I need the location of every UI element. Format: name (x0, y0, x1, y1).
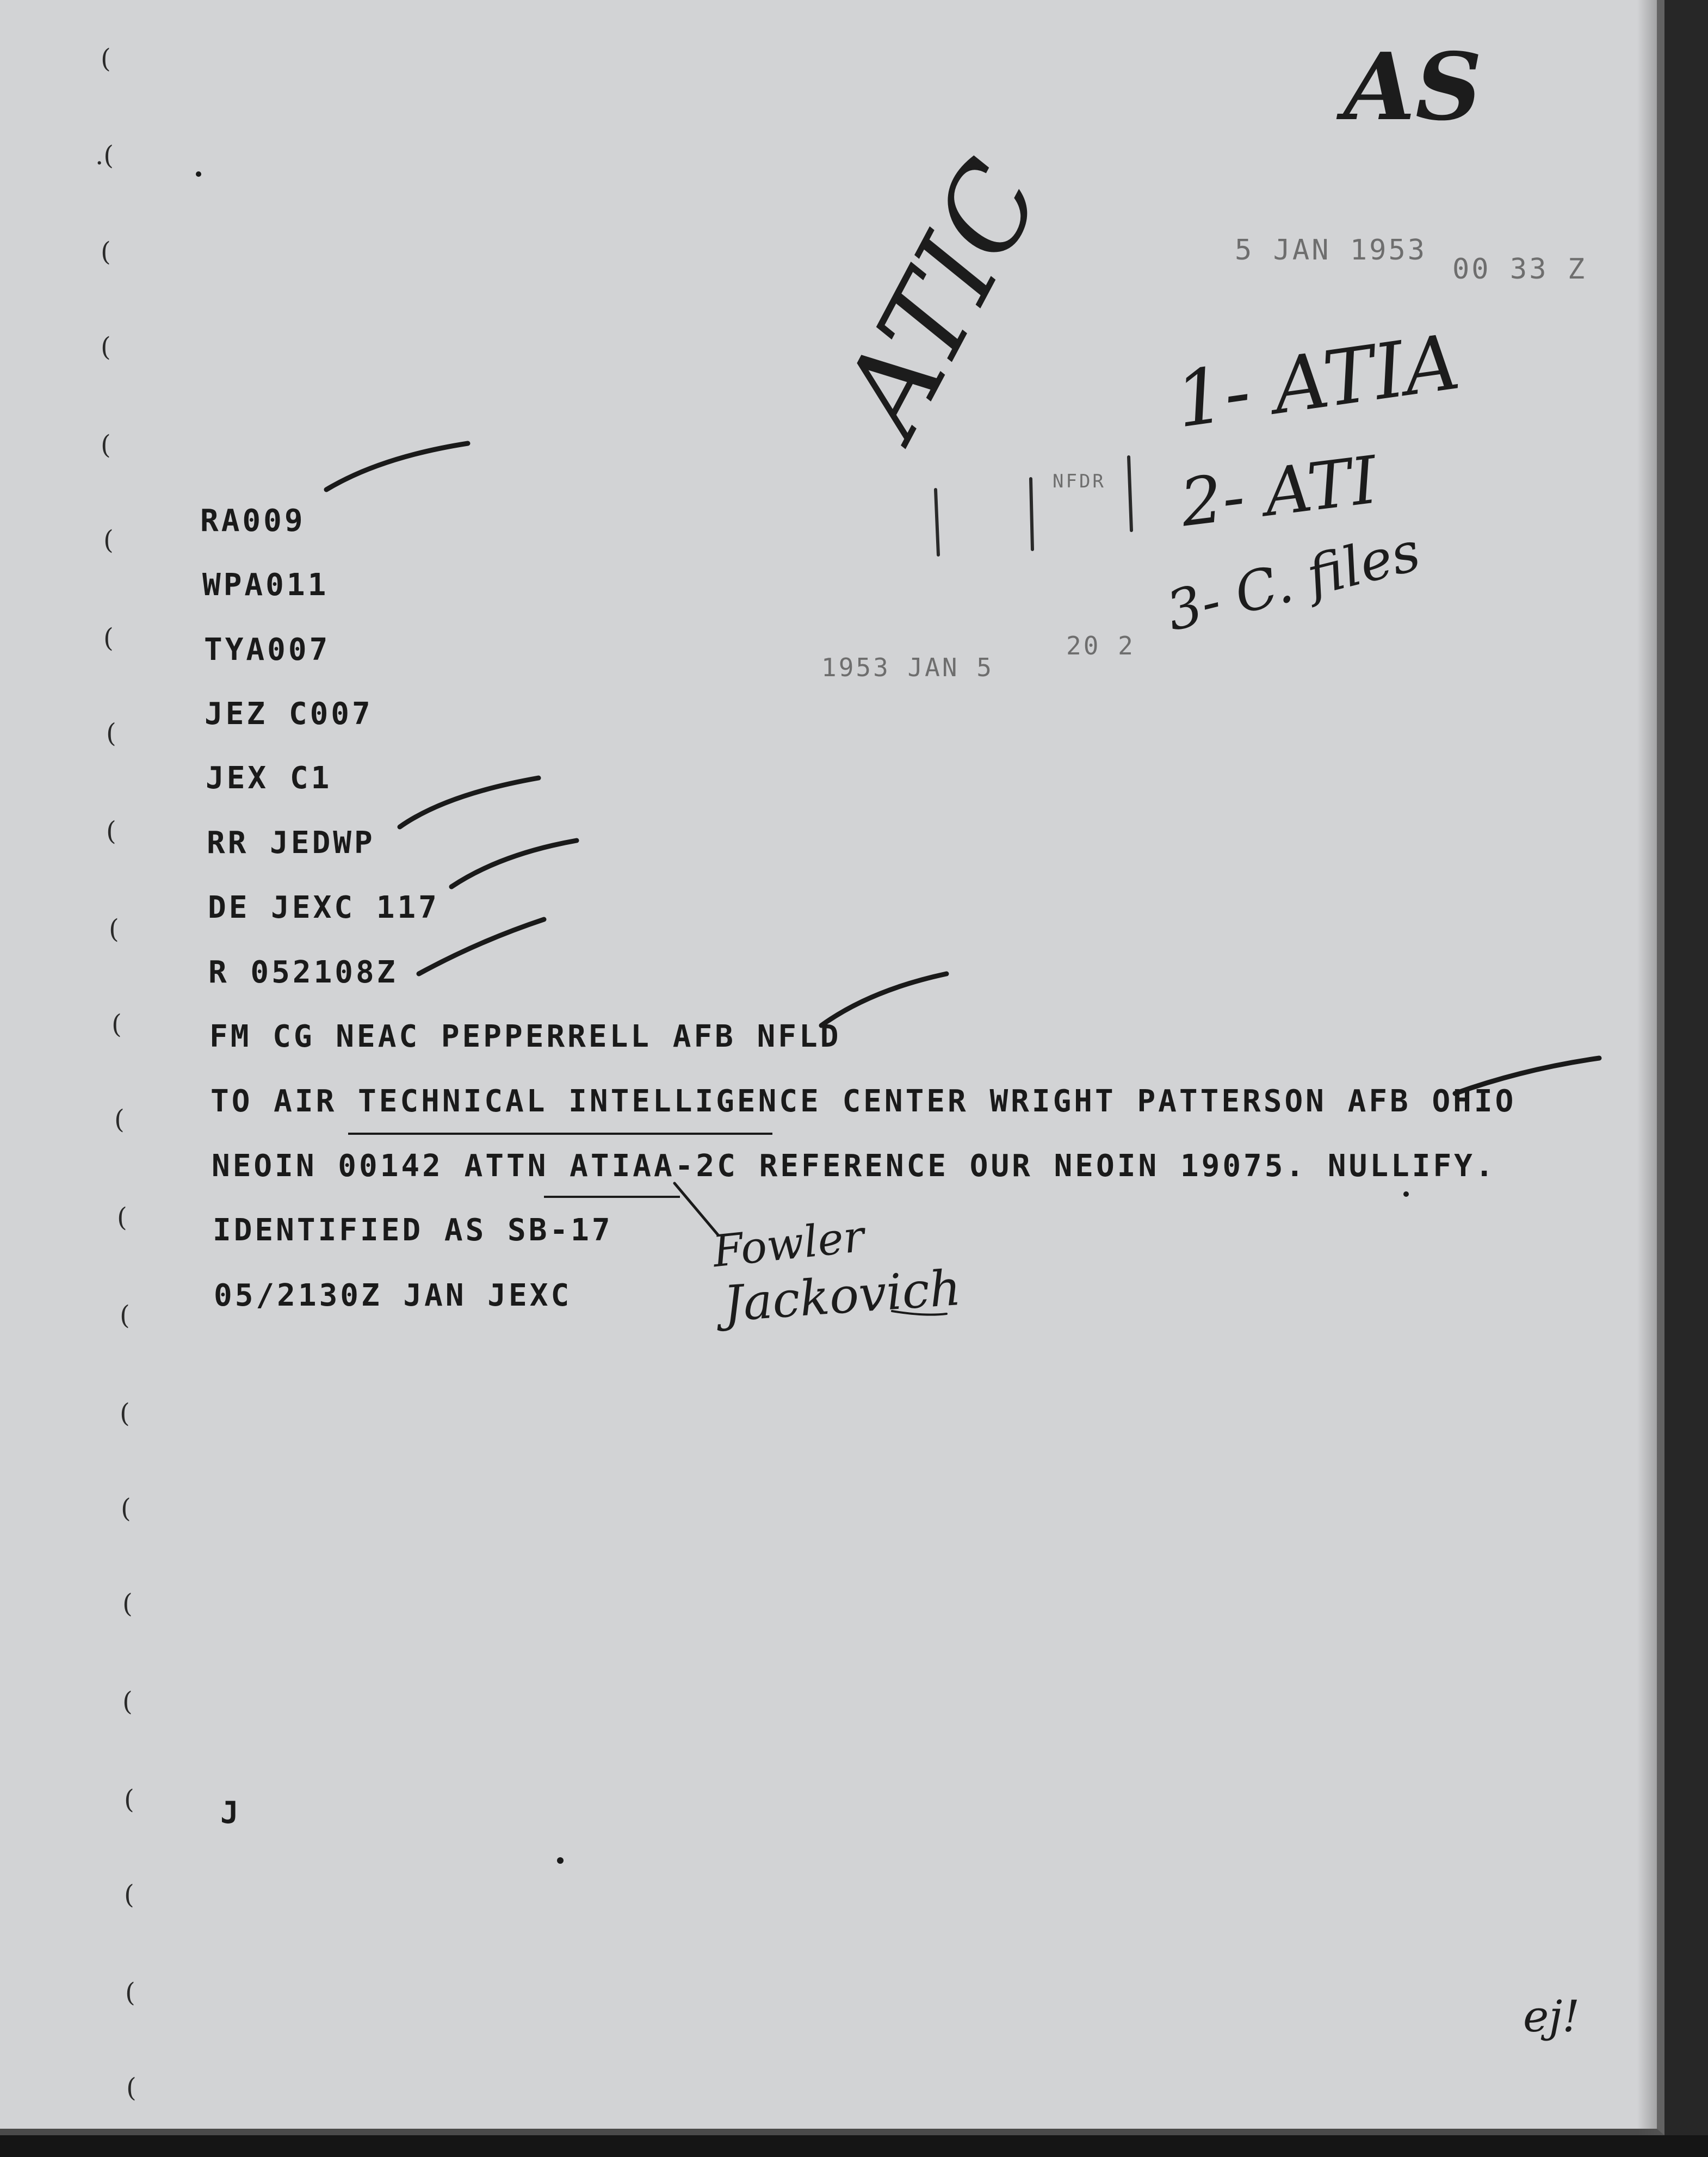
message-line-10: TO AIR TECHNICAL INTELLIGENCE CENTER WRIGHT PATTERSON AFB OHIO (211, 1084, 1517, 1119)
nfdr-label: NFDR (1053, 471, 1106, 492)
lower-stamp-date: 1953 JAN 5 (821, 653, 994, 682)
pen-tick-6 (1455, 1058, 1599, 1093)
pen-tick-2 (400, 778, 539, 827)
vertical-stroke-3 (1129, 457, 1131, 530)
signature-1: Fowler (710, 1210, 867, 1277)
signature-underline (892, 1311, 946, 1315)
routing-copy-2: 2- ATI (1176, 442, 1382, 542)
lower-stamp-time: 20 2 (1066, 631, 1135, 660)
message-line-6: RR JEDWP (207, 825, 375, 861)
message-line-13: 05/2130Z JAN JEXC (214, 1278, 572, 1313)
routing-copy-3: 3- C. files (1160, 519, 1427, 644)
message-line-1: RA009 (200, 503, 306, 539)
initials-handwritten: AS (1344, 33, 1482, 141)
received-stamp-date: 5 JAN 1953 (1235, 234, 1427, 267)
message-line-4: JEZ C007 (205, 696, 373, 732)
pen-tick-5 (821, 974, 946, 1025)
message-line-11: NEOIN 00142 ATTN ATIAA-2C REFERENCE OUR NEOIN 19075. NULLIFY. (212, 1148, 1496, 1184)
pen-tick-3 (451, 840, 577, 887)
message-line-3: TYA007 (204, 632, 331, 668)
pen-tick-1 (326, 443, 468, 490)
vertical-stroke-2 (1031, 479, 1032, 549)
message-line-2: WPA011 (202, 567, 329, 603)
message-line-7: DE JEXC 117 (208, 890, 440, 925)
corner-note: ej! (1523, 1991, 1580, 2042)
vertical-stroke-1 (936, 490, 938, 555)
routing-copy-1: 1- ATIA (1170, 318, 1465, 446)
received-stamp-time: 00 33 Z (1452, 253, 1587, 286)
message-line-9: FM CG NEAC PEPPERRELL AFB NFLD (209, 1019, 841, 1054)
dot-1 (196, 171, 201, 177)
message-end-mark: J (220, 1795, 242, 1831)
message-line-12: IDENTIFIED AS SB-17 (213, 1213, 613, 1248)
message-line-5: JEX C1 (206, 761, 332, 796)
document-sheet: ( .( ( ( ( ( ( ( ( ( ( ( ( ( ( ( ( ( ( ( ( ( AS 5 JAN 1953 00 33 Z ATIC NFDR 1- ATIA 2- ATI 3- C. files 1953 JAN 5 20 2 RA009 WPA011 TYA007 JEZ C007 JEX C1 RR JEDWP DE JEXC 117 R 052108Z FM CG NEAC PEPPERRELL AFB NFLD TO AIR TECHNICAL INTELLIGENCE CENTER WRIGHT PATTERSON AFB OHIO NEOIN 00142 ATTN ATIAA-2C REFERENCE OUR NEOIN 19075. NULLIFY. IDENTIFIED AS SB-17 05/2130Z JAN JEXC J Fowler Jackovich ej! (0, 0, 1664, 2135)
routing-office-handwritten: ATIC (816, 140, 1068, 455)
signature-2: Jackovich (721, 1259, 963, 1333)
message-line-8: R 052108Z (208, 955, 398, 990)
signature-pointer (674, 1183, 718, 1235)
pen-tick-4 (419, 919, 544, 974)
dot-2 (557, 1857, 564, 1864)
dot-3 (1403, 1191, 1409, 1197)
